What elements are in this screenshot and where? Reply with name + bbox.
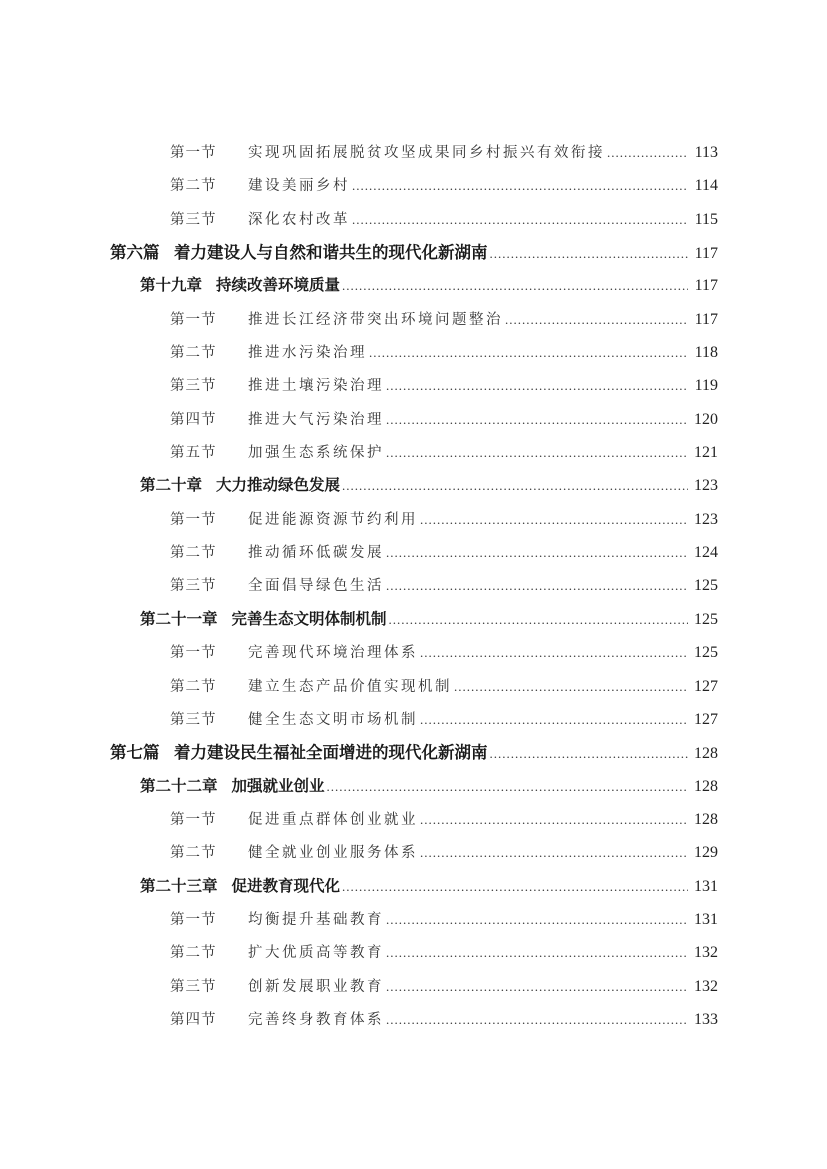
dot-leader xyxy=(342,870,688,903)
toc-entry-page-number: 118 xyxy=(694,344,718,362)
toc-entry-label: 第五节 xyxy=(170,445,217,462)
toc-entry-section[interactable] xyxy=(0,703,827,736)
toc-entry-title: 健全生态文明市场机制 xyxy=(248,711,418,728)
dot-leader xyxy=(327,770,688,803)
toc-entry-page-number: 123 xyxy=(694,510,718,528)
toc-entry-title: 促进教育现代化 xyxy=(231,876,341,895)
toc-entry-label: 第二节 xyxy=(170,345,217,362)
toc-entry-title: 推进长江经济带突出环境问题整治 xyxy=(248,311,503,328)
toc-entry-page-number: 117 xyxy=(694,277,718,295)
toc-entry-label: 第三节 xyxy=(170,711,217,728)
toc-entry-section[interactable] xyxy=(0,503,827,536)
toc-entry-section[interactable] xyxy=(0,936,827,969)
dot-leader xyxy=(490,737,689,770)
toc-entry-page-number: 131 xyxy=(694,877,718,895)
toc-entry-page-number: 132 xyxy=(694,944,718,962)
toc-entry-label: 第四节 xyxy=(170,1011,217,1028)
toc-entry-section[interactable] xyxy=(0,670,827,703)
toc-entry-page-number: 127 xyxy=(694,710,718,728)
toc-entry-label: 第二节 xyxy=(170,178,217,195)
toc-entry-section[interactable] xyxy=(0,136,827,169)
dot-leader xyxy=(369,336,688,369)
toc-entry-title: 完善生态文明体制机制 xyxy=(231,609,387,628)
dot-leader xyxy=(386,936,688,969)
toc-entry-title: 着力建设民生福祉全面增进的现代化新湖南 xyxy=(174,743,488,763)
toc-entry-label: 第三节 xyxy=(170,378,217,395)
toc-entry-title: 加强生态系统保护 xyxy=(248,445,384,462)
toc-entry-chapter[interactable] xyxy=(0,870,827,903)
toc-entry-label: 第二节 xyxy=(170,678,217,695)
toc-entry-section[interactable] xyxy=(0,836,827,869)
toc-entry-label: 第二十一章 xyxy=(140,609,218,628)
dot-leader xyxy=(386,569,688,602)
toc-entry-title: 健全就业创业服务体系 xyxy=(248,845,418,862)
toc-entry-page-number: 127 xyxy=(694,677,718,695)
toc-entry-label: 第三节 xyxy=(170,578,217,595)
dot-leader xyxy=(352,169,688,202)
toc-entry-label: 第一节 xyxy=(170,511,217,528)
toc-entry-title: 推进水污染治理 xyxy=(248,345,367,362)
toc-entry-label: 第一节 xyxy=(170,811,217,828)
toc-entry-page-number: 119 xyxy=(694,377,718,395)
toc-entry-label: 第四节 xyxy=(170,411,217,428)
toc-entry-title: 创新发展职业教育 xyxy=(248,978,384,995)
toc-entry-page-number: 131 xyxy=(694,910,718,928)
toc-entry-page-number: 128 xyxy=(694,745,718,763)
dot-leader xyxy=(386,436,688,469)
toc-entry-page-number: 117 xyxy=(694,245,718,263)
toc-entry-page-number: 124 xyxy=(694,544,718,562)
dot-leader xyxy=(386,1003,688,1036)
toc-entry-title: 完善终身教育体系 xyxy=(248,1011,384,1028)
toc-entry-label: 第七篇 xyxy=(110,743,160,763)
toc-entry-label: 第二节 xyxy=(170,945,217,962)
toc-entry-label: 第二十章 xyxy=(140,476,203,495)
toc-entry-label: 第一节 xyxy=(170,145,217,161)
toc-entry-page-number: 132 xyxy=(694,977,718,995)
toc-entry-title: 建立生态产品价值实现机制 xyxy=(248,678,452,695)
toc-entry-chapter[interactable] xyxy=(0,269,827,302)
toc-entry-title: 促进重点群体创业就业 xyxy=(248,811,418,828)
toc-entry-chapter[interactable] xyxy=(0,770,827,803)
toc-entry-page-number: 115 xyxy=(694,210,718,228)
toc-entry-page-number: 123 xyxy=(694,477,718,495)
toc-entry-title: 大力推动绿色发展 xyxy=(216,476,341,495)
toc-entry-title: 着力建设人与自然和谐共生的现代化新湖南 xyxy=(174,243,488,263)
dot-leader xyxy=(505,303,688,336)
toc-entry-page-number: 114 xyxy=(694,177,718,195)
toc-entry-part[interactable] xyxy=(0,236,827,269)
toc-entry-page-number: 120 xyxy=(694,410,718,428)
dot-leader xyxy=(342,469,688,502)
toc-entry-section[interactable] xyxy=(0,436,827,469)
dot-leader xyxy=(389,603,688,636)
toc-entry-label: 第二节 xyxy=(170,845,217,862)
dot-leader xyxy=(490,237,689,270)
dot-leader xyxy=(386,970,688,1003)
dot-leader xyxy=(420,836,688,869)
toc-entry-label: 第三节 xyxy=(170,978,217,995)
toc-entry-title: 推进大气污染治理 xyxy=(248,411,384,428)
dot-leader xyxy=(420,803,688,836)
toc-entry-label: 第二节 xyxy=(170,545,217,562)
toc-entry-title: 持续改善环境质量 xyxy=(216,276,341,295)
toc-entry-label: 第一节 xyxy=(170,311,217,328)
toc-entry-title: 推进土壤污染治理 xyxy=(248,378,384,395)
toc-entry-page-number: 128 xyxy=(694,810,718,828)
toc-entry-title: 实现巩固拓展脱贫攻坚成果同乡村振兴有效衔接 xyxy=(248,145,605,161)
dot-leader xyxy=(386,536,688,569)
toc-entry-page-number: 125 xyxy=(694,610,718,628)
toc-entry-section[interactable] xyxy=(0,569,827,602)
toc-entry-title: 加强就业创业 xyxy=(231,776,325,795)
toc-entry-label: 第六篇 xyxy=(110,243,160,263)
toc-entry-title: 深化农村改革 xyxy=(248,211,350,228)
dot-leader xyxy=(386,903,688,936)
toc-entry-title: 均衡提升基础教育 xyxy=(248,911,384,928)
toc-entry-chapter[interactable] xyxy=(0,603,827,636)
dot-leader xyxy=(420,636,688,669)
toc-entry-section[interactable] xyxy=(0,403,827,436)
toc-entry-label: 第十九章 xyxy=(140,276,203,295)
toc-entry-page-number: 113 xyxy=(694,144,718,161)
toc-entry-label: 第二十二章 xyxy=(140,776,218,795)
toc-entry-title: 完善现代环境治理体系 xyxy=(248,645,418,662)
toc-entry-title: 全面倡导绿色生活 xyxy=(248,578,384,595)
toc-entry-section[interactable] xyxy=(0,903,827,936)
dot-leader xyxy=(420,703,688,736)
toc-entry-label: 第二十三章 xyxy=(140,876,218,895)
dot-leader xyxy=(342,269,688,302)
toc-entry-section[interactable] xyxy=(0,303,827,336)
toc-entry-page-number: 125 xyxy=(694,644,718,662)
toc-entry-title: 促进能源资源节约利用 xyxy=(248,511,418,528)
toc-entry-chapter[interactable] xyxy=(0,469,827,502)
toc-entry-page-number: 117 xyxy=(694,310,718,328)
toc-entry-section[interactable] xyxy=(0,336,827,369)
toc-entry-page-number: 125 xyxy=(694,577,718,595)
toc-entry-section[interactable] xyxy=(0,369,827,402)
toc-entry-section[interactable] xyxy=(0,169,827,202)
toc-entry-label: 第一节 xyxy=(170,911,217,928)
toc-entry-page-number: 128 xyxy=(694,777,718,795)
toc-entry-section[interactable] xyxy=(0,536,827,569)
toc-entry-part[interactable] xyxy=(0,736,827,769)
dot-leader xyxy=(607,136,688,169)
toc-entry-section[interactable] xyxy=(0,803,827,836)
toc-entry-title: 推动循环低碳发展 xyxy=(248,545,384,562)
dot-leader xyxy=(386,403,688,436)
table-of-contents xyxy=(0,136,827,1036)
dot-leader xyxy=(386,369,688,402)
dot-leader xyxy=(454,670,688,703)
dot-leader xyxy=(352,203,688,236)
toc-entry-page-number: 121 xyxy=(694,444,718,462)
toc-entry-label: 第一节 xyxy=(170,645,217,662)
toc-entry-page-number: 129 xyxy=(694,844,718,862)
dot-leader xyxy=(420,503,688,536)
toc-entry-title: 建设美丽乡村 xyxy=(248,178,350,195)
toc-entry-title: 扩大优质高等教育 xyxy=(248,945,384,962)
toc-entry-section[interactable] xyxy=(0,203,827,236)
toc-entry-section[interactable] xyxy=(0,970,827,1003)
toc-entry-label: 第三节 xyxy=(170,211,217,228)
toc-entry-page-number: 133 xyxy=(694,1010,718,1028)
toc-entry-section[interactable] xyxy=(0,636,827,669)
toc-entry-section[interactable] xyxy=(0,1003,827,1036)
